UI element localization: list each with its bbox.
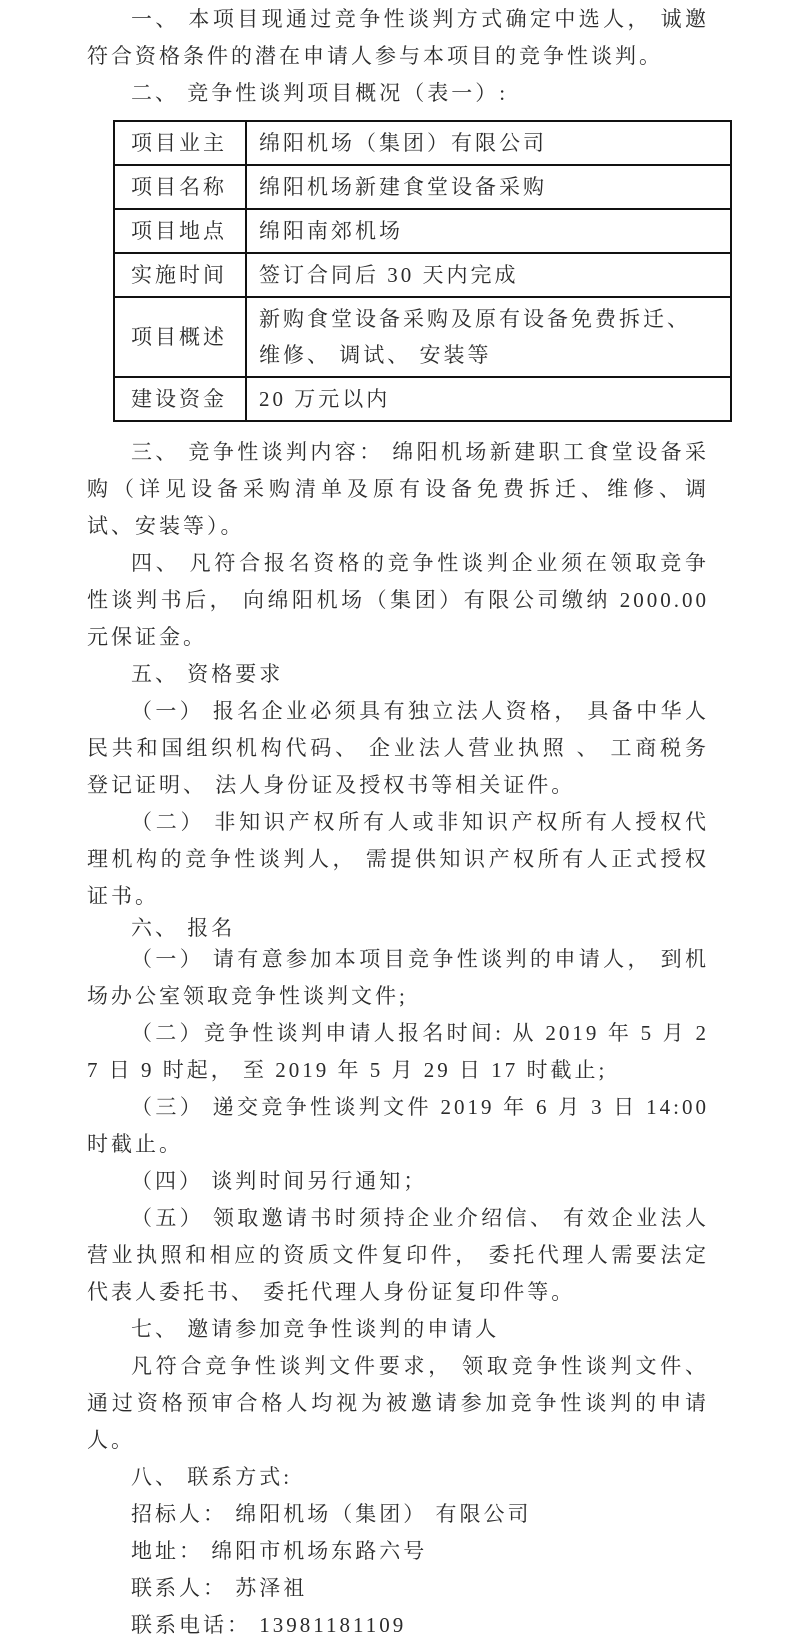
- para-section-5-heading: 五、 资格要求: [131, 662, 284, 686]
- para-signup-item-5: （五） 领取邀请书时须持企业介绍信、 有效企业法人营业执照和相应的资质文件复印件， 委托代理人需要法定代表人委托书、 委托代理人身份证复印件等。: [87, 1206, 709, 1304]
- row-value-location: 绵阳南郊机场: [246, 209, 731, 253]
- para-signup-item-4: （四） 谈判时间另行通知；: [131, 1169, 428, 1193]
- table-row-budget: [114, 377, 731, 421]
- row-label-budget: 建设资金: [114, 377, 246, 421]
- row-value-project-name: 绵阳机场新建食堂设备采购: [246, 165, 731, 209]
- para-section-2-heading: 二、 竞争性谈判项目概况（表一）:: [131, 81, 509, 105]
- table-row-summary: [114, 297, 731, 377]
- row-label-owner: 项目业主: [114, 121, 246, 165]
- para-signup-item-2: （二）竞争性谈判申请人报名时间: 从 2019 年 5 月 27 日 9 时起， 至 2019 年 5 月 29 日 17 时截止;: [87, 1021, 709, 1082]
- para-section-4-deposit: 四、 凡符合报名资格的竞争性谈判企业须在领取竞争性谈判书后， 向绵阳机场（集团）有限公司缴纳 2000.00 元保证金。: [87, 551, 709, 649]
- para-section-1-intro: 一、 本项目现通过竞争性谈判方式确定中选人， 诚邀符合资格条件的潜在申请人参与本项目的竞争性谈判。: [87, 7, 709, 68]
- row-value-owner: 绵阳机场（集团）有限公司: [246, 121, 731, 165]
- row-value-schedule: 签订合同后 30 天内完成: [246, 253, 731, 297]
- para-section-8-heading: 八、 联系方式:: [131, 1465, 293, 1489]
- para-contact-address: 地址： 绵阳市机场东路六号: [131, 1539, 428, 1563]
- para-contact-phone: 联系电话： 13981181109: [131, 1613, 407, 1637]
- para-contact-person: 联系人： 苏泽祖: [131, 1576, 308, 1600]
- para-qualification-item-2: （二） 非知识产权所有人或非知识产权所有人授权代理机构的竞争性谈判人， 需提供知识产权所有人正式授权证书。: [87, 810, 709, 908]
- table-row-schedule: [114, 253, 731, 297]
- row-value-budget: 20 万元以内: [246, 377, 731, 421]
- para-signup-item-3: （三） 递交竞争性谈判文件 2019 年 6 月 3 日 14:00 时截止。: [87, 1095, 709, 1156]
- para-section-7-heading: 七、 邀请参加竞争性谈判的申请人: [131, 1317, 500, 1341]
- table-row-location: [114, 209, 731, 253]
- table-row-owner: [114, 121, 731, 165]
- table-row-project-name: [114, 165, 731, 209]
- row-value-summary: 新购食堂设备采购及原有设备免费拆迁、 维修、 调试、 安装等: [246, 297, 731, 377]
- para-section-7-body: 凡符合竞争性谈判文件要求， 领取竞争性谈判文件、 通过资格预审合格人均视为被邀请参加竞争性谈判的申请人。: [87, 1354, 709, 1452]
- para-section-6-heading: 六、 报名: [131, 916, 236, 940]
- para-section-3-content: 三、 竞争性谈判内容： 绵阳机场新建职工食堂设备采购（详见设备采购清单及原有设备免费拆迁、维修、调试、安装等）。: [87, 440, 709, 538]
- para-signup-item-1: （一） 请有意参加本项目竞争性谈判的申请人， 到机场办公室领取竞争性谈判文件;: [87, 947, 709, 1008]
- project-overview-table: [113, 120, 732, 422]
- row-label-summary: 项目概述: [114, 297, 246, 377]
- row-label-project-name: 项目名称: [114, 165, 246, 209]
- row-label-location: 项目地点: [114, 209, 246, 253]
- para-contact-bidder: 招标人： 绵阳机场（集团） 有限公司: [131, 1502, 532, 1526]
- row-label-schedule: 实施时间: [114, 253, 246, 297]
- para-qualification-item-1: （一） 报名企业必须具有独立法人资格， 具备中华人民共和国组织机构代码、 企业法人营业执照 、 工商税务登记证明、 法人身份证及授权书等相关证件。: [87, 699, 709, 797]
